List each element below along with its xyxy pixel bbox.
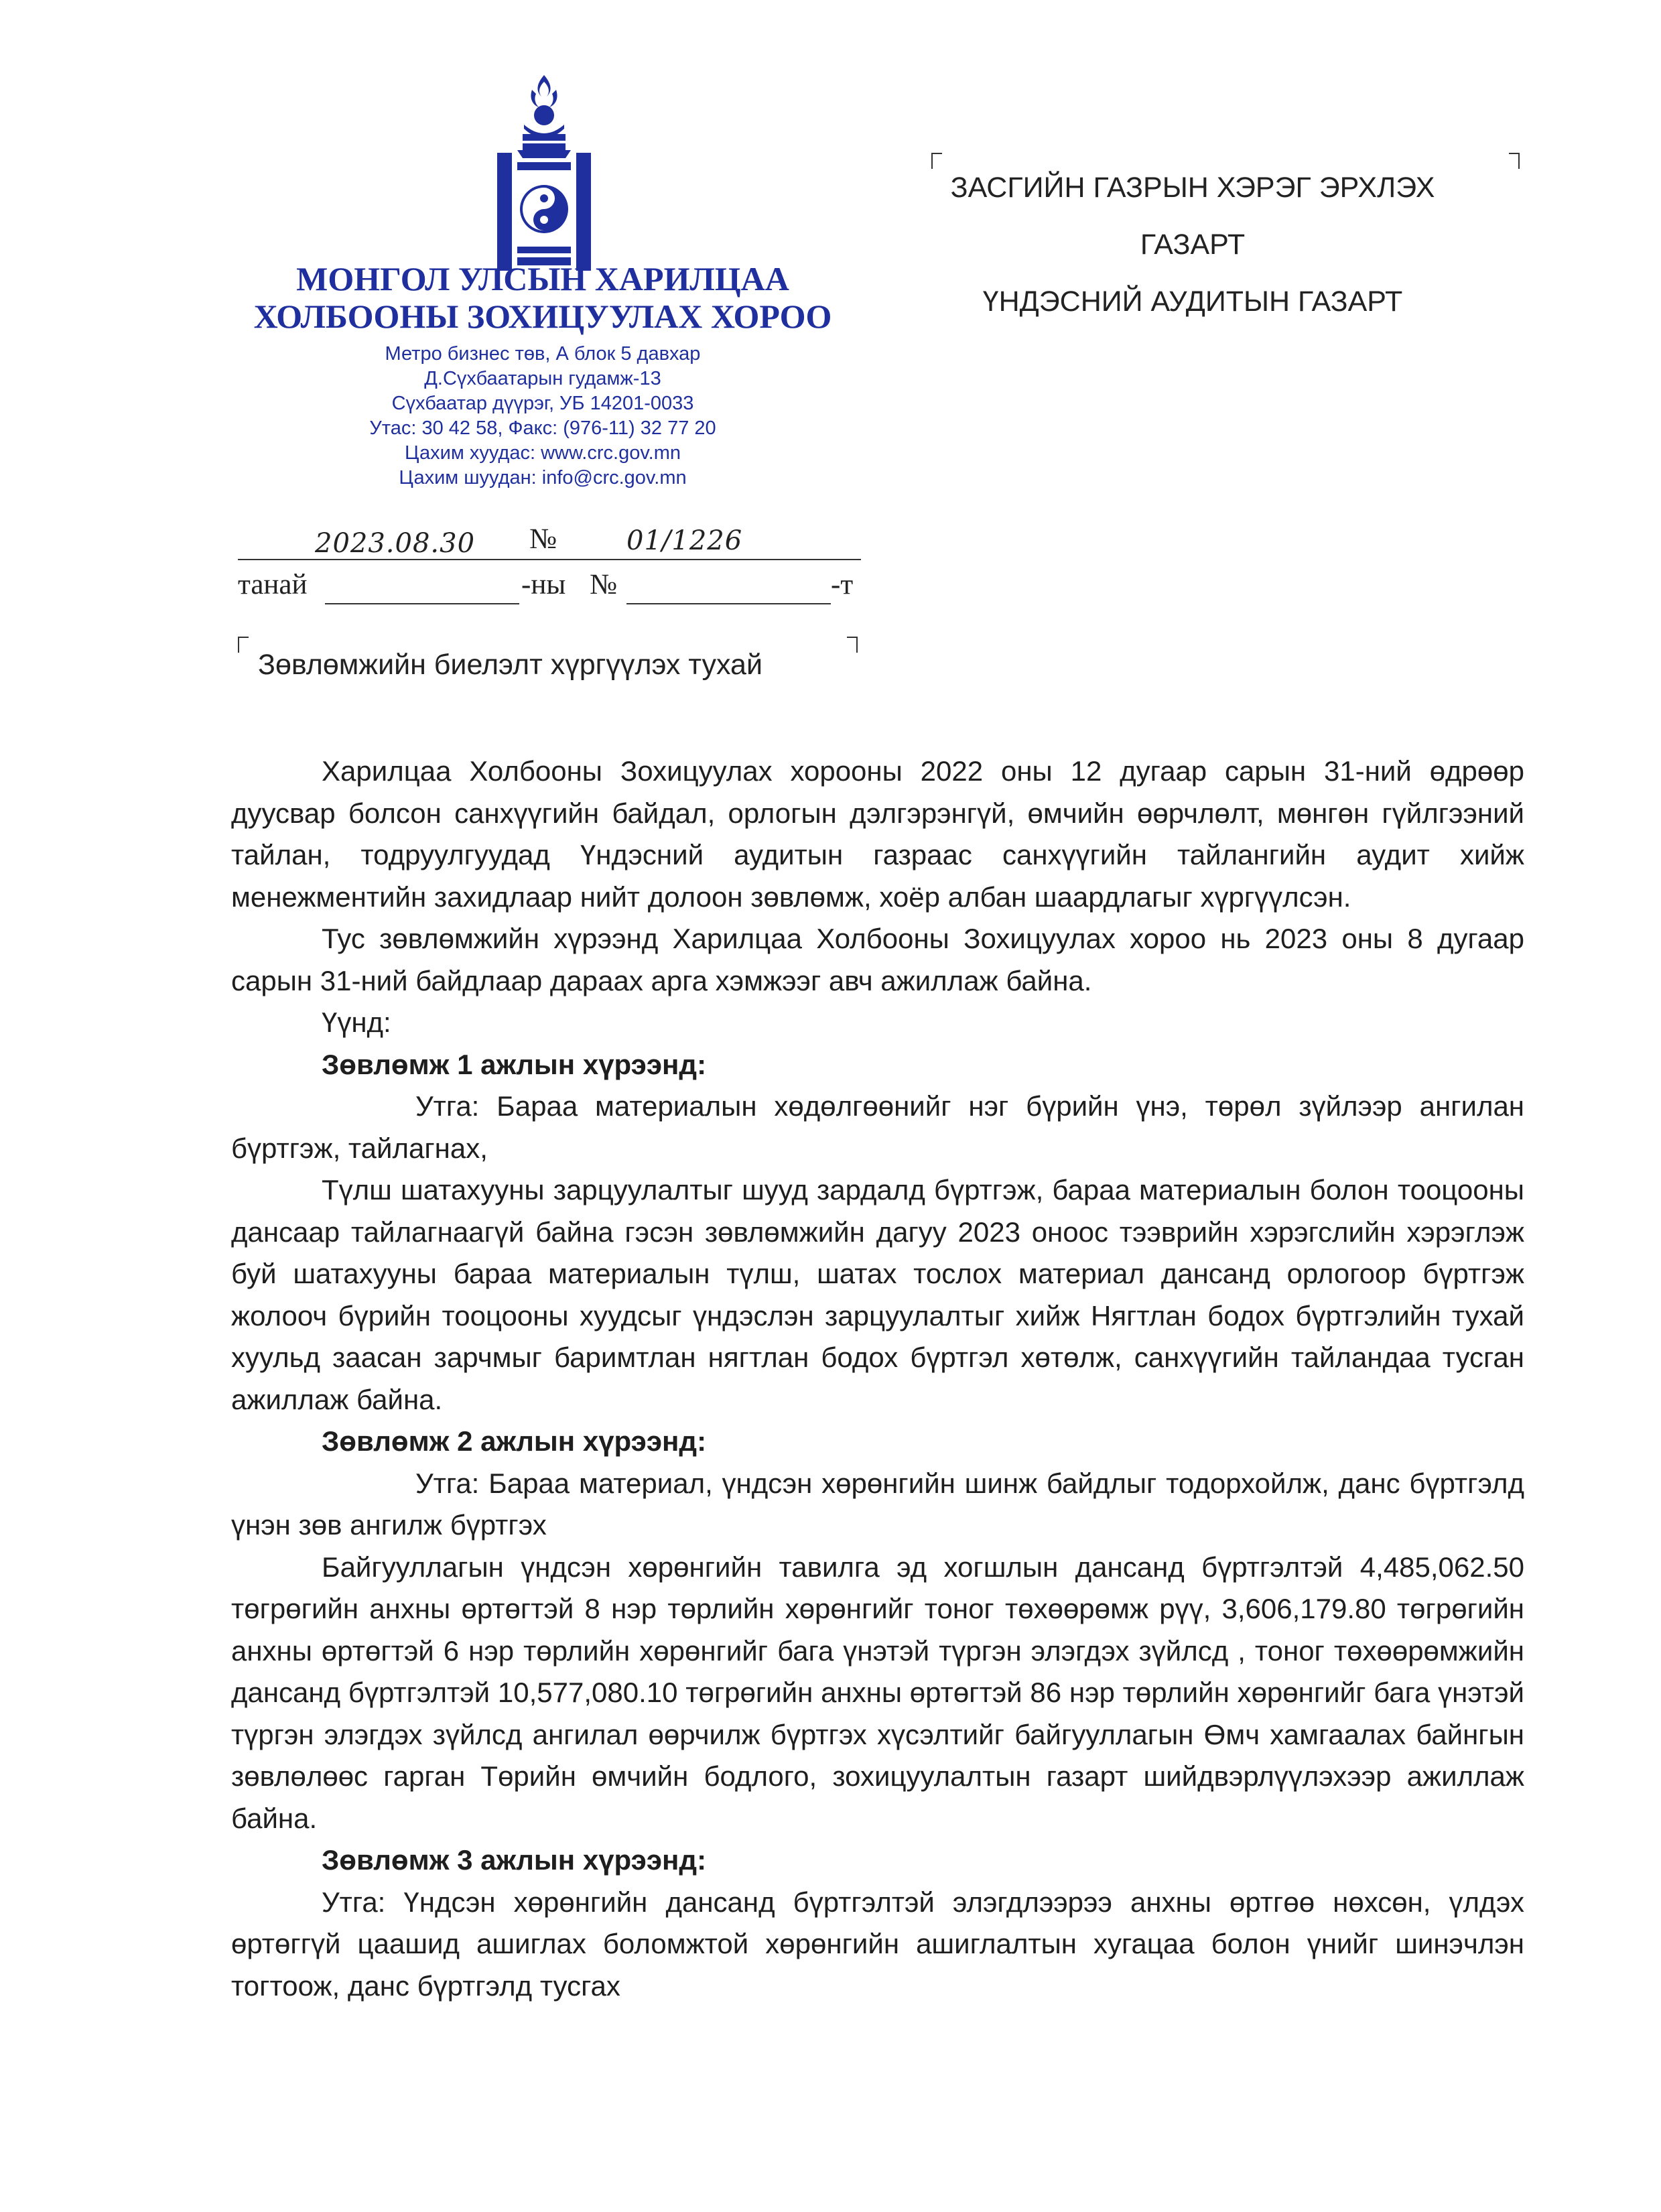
your-number-line (626, 603, 831, 604)
address-line2: Д.Сүхбаатарын гудамж-13 (424, 368, 661, 389)
recommendation-1-goal: Утга: Бараа материалын хөдөлгөөнийг нэг бүрийн үнэ, төрөл зүйлээр ангилан бүртгэж, тайлагнах, (231, 1090, 1524, 1164)
letter-date: 2023.08.30 (315, 528, 476, 559)
letter-number: 01/1226 (626, 525, 743, 556)
letter-body (231, 751, 1524, 2007)
body-paragraph-2: Тус зөвлөмжийн хүрээнд Харилцаа Холбооны Зохицуулах хороо нь 2023 оны 8 дугаар сарын 31-ний байдлаар дараах арга хэмжээг авч ажиллаж байна. (231, 923, 1524, 996)
subject-corner-right (847, 637, 858, 653)
addressee-line3: ҮНДЭСНИЙ АУДИТЫН ГАЗАРТ (982, 285, 1403, 318)
recommendation-2-text: Байгууллагын үндсэн хөрөнгийн тавилга эд хогшлын дансанд бүртгэлтэй 4,485,062.50 төгрөгийн анхны өртөгтэй 8 нэр төрлийн хөрөнгийг тоног төхөөрөмж рүү, 3,606,179.80 төгрөгийн анхны өртөгтэй 6 нэр төрлийн хөрөнгийг бага үнэтэй түргэн элэгдэх зүйлсд , тоног төхөөрөмжийн дансанд бүртгэлтэй 10,577,080.10 төгрөгийн анхны өртөгтэй 86 нэр төрлийн хөрөнгийг бага үнэтэй түргэн элэгдэх зүйлсд ангилал өөрчилж бүртгэх хүсэлтийг байгууллагын Өмч хамгаалах байнгын зөвлөлөөс гарган Төрийн өмчийн бодлого, зохицуулалтын газарт шийдвэрлүүлэхээр ажиллаж байна. (231, 1551, 1524, 1834)
your-label: танай (238, 569, 308, 600)
addressee-line1: ЗАСГИЙН ГАЗРЫН ХЭРЭГ ЭРХЛЭХ (950, 172, 1435, 204)
recommendation-2-heading: Зөвлөмж 2 ажлын хүрээнд: (322, 1425, 707, 1457)
addressee-line2: ГАЗАРТ (1140, 229, 1246, 261)
recommendation-1-text: Түлш шатахууны зарцуулалтыг шууд зардалд бүртгэж, бараа материалын болон тооцооны дансаар тайлагнаагүй байна гэсэн зөвлөмжийн дагуу 2023 оноос тээврийн хэрэгслийн хэрэглэж буй шатахууны бараа материалын түлш, шатах тослох материал дансанд орлогоор бүртгэж жолооч бүрийн тооцооны хуудсыг үндэслэн зарцуулалтыг хийж Нягтлан бодох бүртгэлийн тухай хуульд заасан зарчмыг баримтлан нягтлан бодох бүртгэл хөтөлж, санхүүгийн тайландаа тусган ажиллаж байна. (231, 1174, 1524, 1415)
addressee-block (925, 159, 1461, 330)
ny-suffix: -ны (521, 569, 566, 600)
t-suffix: -т (831, 569, 854, 600)
number-sign-2: № (590, 569, 618, 600)
your-date-line (325, 603, 519, 604)
recommendation-3-heading: Зөвлөмж 3 ажлын хүрээнд: (322, 1844, 707, 1876)
number-sign: № (529, 523, 557, 555)
recommendation-2-goal: Утга: Бараа материал, үндсэн хөрөнгийн шинж байдлыг тодорхойлж, данс бүртгэлд үнэн зөв ангилж бүртгэх (231, 1467, 1524, 1541)
website-line: Цахим хуудас: www.crc.gov.mn (404, 442, 681, 464)
letter-subject: Зөвлөмжийн биелэлт хүргүүлэх тухай (258, 649, 762, 681)
body-paragraph-1: Харилцаа Холбооны Зохицуулах хорооны 2022 оны 12 дугаар сарын 31-ний өдрөөр дуусвар болсон санхүүгийн байдал, орлогын дэлгэрэнгүй, өмчийн өөрчлөлт, мөнгөн гүйлгээний тайлан, тодруулгуудад Үндэсний аудитын газраас санхүүгийн тайлангийн аудит хийж менежментийн захидлаар нийт долоон зөвлөмж, хоёр албан шаардлагыг хүргүүлсэн. (231, 755, 1524, 913)
organization-name-line1: МОНГОЛ УЛСЫН ХАРИЛЦАА (296, 260, 789, 298)
address-line3: Сүхбаатар дүүрэг, УБ 14201-0033 (391, 393, 694, 414)
organization-name-line2: ХОЛБООНЫ ЗОХИЦУУЛАХ ХОРОО (253, 298, 832, 335)
email-line: Цахим шуудан: info@crc.gov.mn (399, 467, 687, 489)
recommendation-1-heading: Зөвлөмж 1 ажлын хүрээнд: (322, 1048, 707, 1080)
organization-name (221, 260, 864, 335)
body-paragraph-3: Үүнд: (322, 1006, 391, 1038)
phone-fax-line: Утас: 30 42 58, Факс: (976-11) 32 77 20 (369, 417, 716, 439)
address-line1: Метро бизнес төв, А блок 5 давхар (385, 343, 701, 365)
registration-underline (238, 559, 861, 560)
subject-corner-left (238, 637, 249, 653)
contact-block (322, 342, 764, 491)
soyombo-emblem-icon (497, 75, 591, 271)
addressee-corner-right (1509, 153, 1520, 169)
recommendation-3-goal: Утга: Үндсэн хөрөнгийн дансанд бүртгэлтэй элэгдлээрээ анхны өртгөө нөхсөн, үлдэх өртөггүй цаашид ашиглах боломжтой хөрөнгийн ашиглалтын хугацаа болон үнийг шинэчлэн тогтоож, данс бүртгэлд тусгах (231, 1886, 1524, 2002)
